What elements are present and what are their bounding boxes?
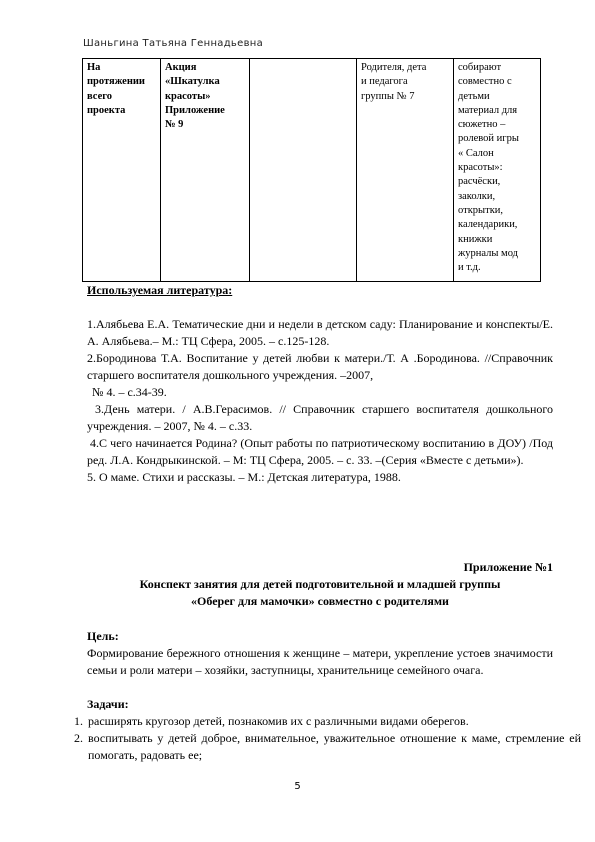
appendix-title-line2: «Оберег для мамочки» совместно с родителями xyxy=(191,594,449,608)
literature-heading: Используемая литература: xyxy=(87,283,233,297)
author-header: Шаньгина Татьяна Геннадьевна xyxy=(83,38,264,49)
appendix-title-line1: Конспект занятия для детей подготовительной и младшей группы xyxy=(139,577,501,591)
task-item-1: 1. расширять кругозор детей, познакомив их с различными видами оберегов. xyxy=(86,713,581,730)
literature-item-5: 5. О маме. Стихи и рассказы. – М.: Детская литература, 1988. xyxy=(87,470,401,484)
tasks-label: Задачи: xyxy=(87,697,129,711)
goal-label: Цель: xyxy=(87,629,119,643)
literature-item-1: 1.Алябьева Е.А. Тематические дни и недели в детском саду: Планирование и конспекты/Е. А. Алябьева.– М.: ТЦ Сфера, 2005. – с.125-128. xyxy=(87,317,553,348)
table-cell-period: На протяжении всего проекта xyxy=(83,59,161,282)
literature-list xyxy=(87,316,553,486)
tasks-list xyxy=(58,713,581,764)
literature-item-4: 4.С чего начинается Родина? (Опыт работы по патриотическому воспитанию в ДОУ) /Под ред. Л.А. Кондрыкинской. – М: ТЦ Сфера, 2005. – с. 33. –(Серия «Вместе с детьми»). xyxy=(87,436,553,467)
activity-table xyxy=(82,58,541,282)
task-item-2: 2. воспитывать у детей доброе, внимательное, уважительное отношение к маме, стремление ей помогать, радовать ее; xyxy=(86,730,581,764)
literature-item-3: 3.День матери. / А.В.Герасимов. // Справочник старшего воспитателя дошкольного учреждения. – 2007, № 4. – с.33. xyxy=(87,402,553,433)
page-number: 5 xyxy=(294,781,301,792)
appendix-label: Приложение №1 xyxy=(463,560,553,574)
table-cell-event: Акция «Шкатулка красоты» Приложение № 9 xyxy=(161,59,250,282)
literature-item-2-cont: № 4. – с.34-39. xyxy=(92,385,167,399)
table-cell-description: собирают совместно с детьми материал для сюжетно – ролевой игры « Салон красоты»: расчёски, заколки, открытки, календарики, книжки журналы мод и т.д. xyxy=(454,59,541,282)
table-cell-empty xyxy=(250,59,357,282)
table-cell-participants: Родителя, дета и педагога группы № 7 xyxy=(357,59,454,282)
goal-text: Формирование бережного отношения к женщине – матери, укрепление устоев значимости семьи и роли матери – хозяйки, заступницы, хранительнице семейного очага. xyxy=(87,646,553,677)
table-row xyxy=(83,59,541,282)
literature-item-2: 2.Бородинова Т.А. Воспитание у детей любви к матери./Т. А .Бородинова. //Справочник старшего воспитателя дошкольного учреждения. –2007, xyxy=(87,351,553,382)
